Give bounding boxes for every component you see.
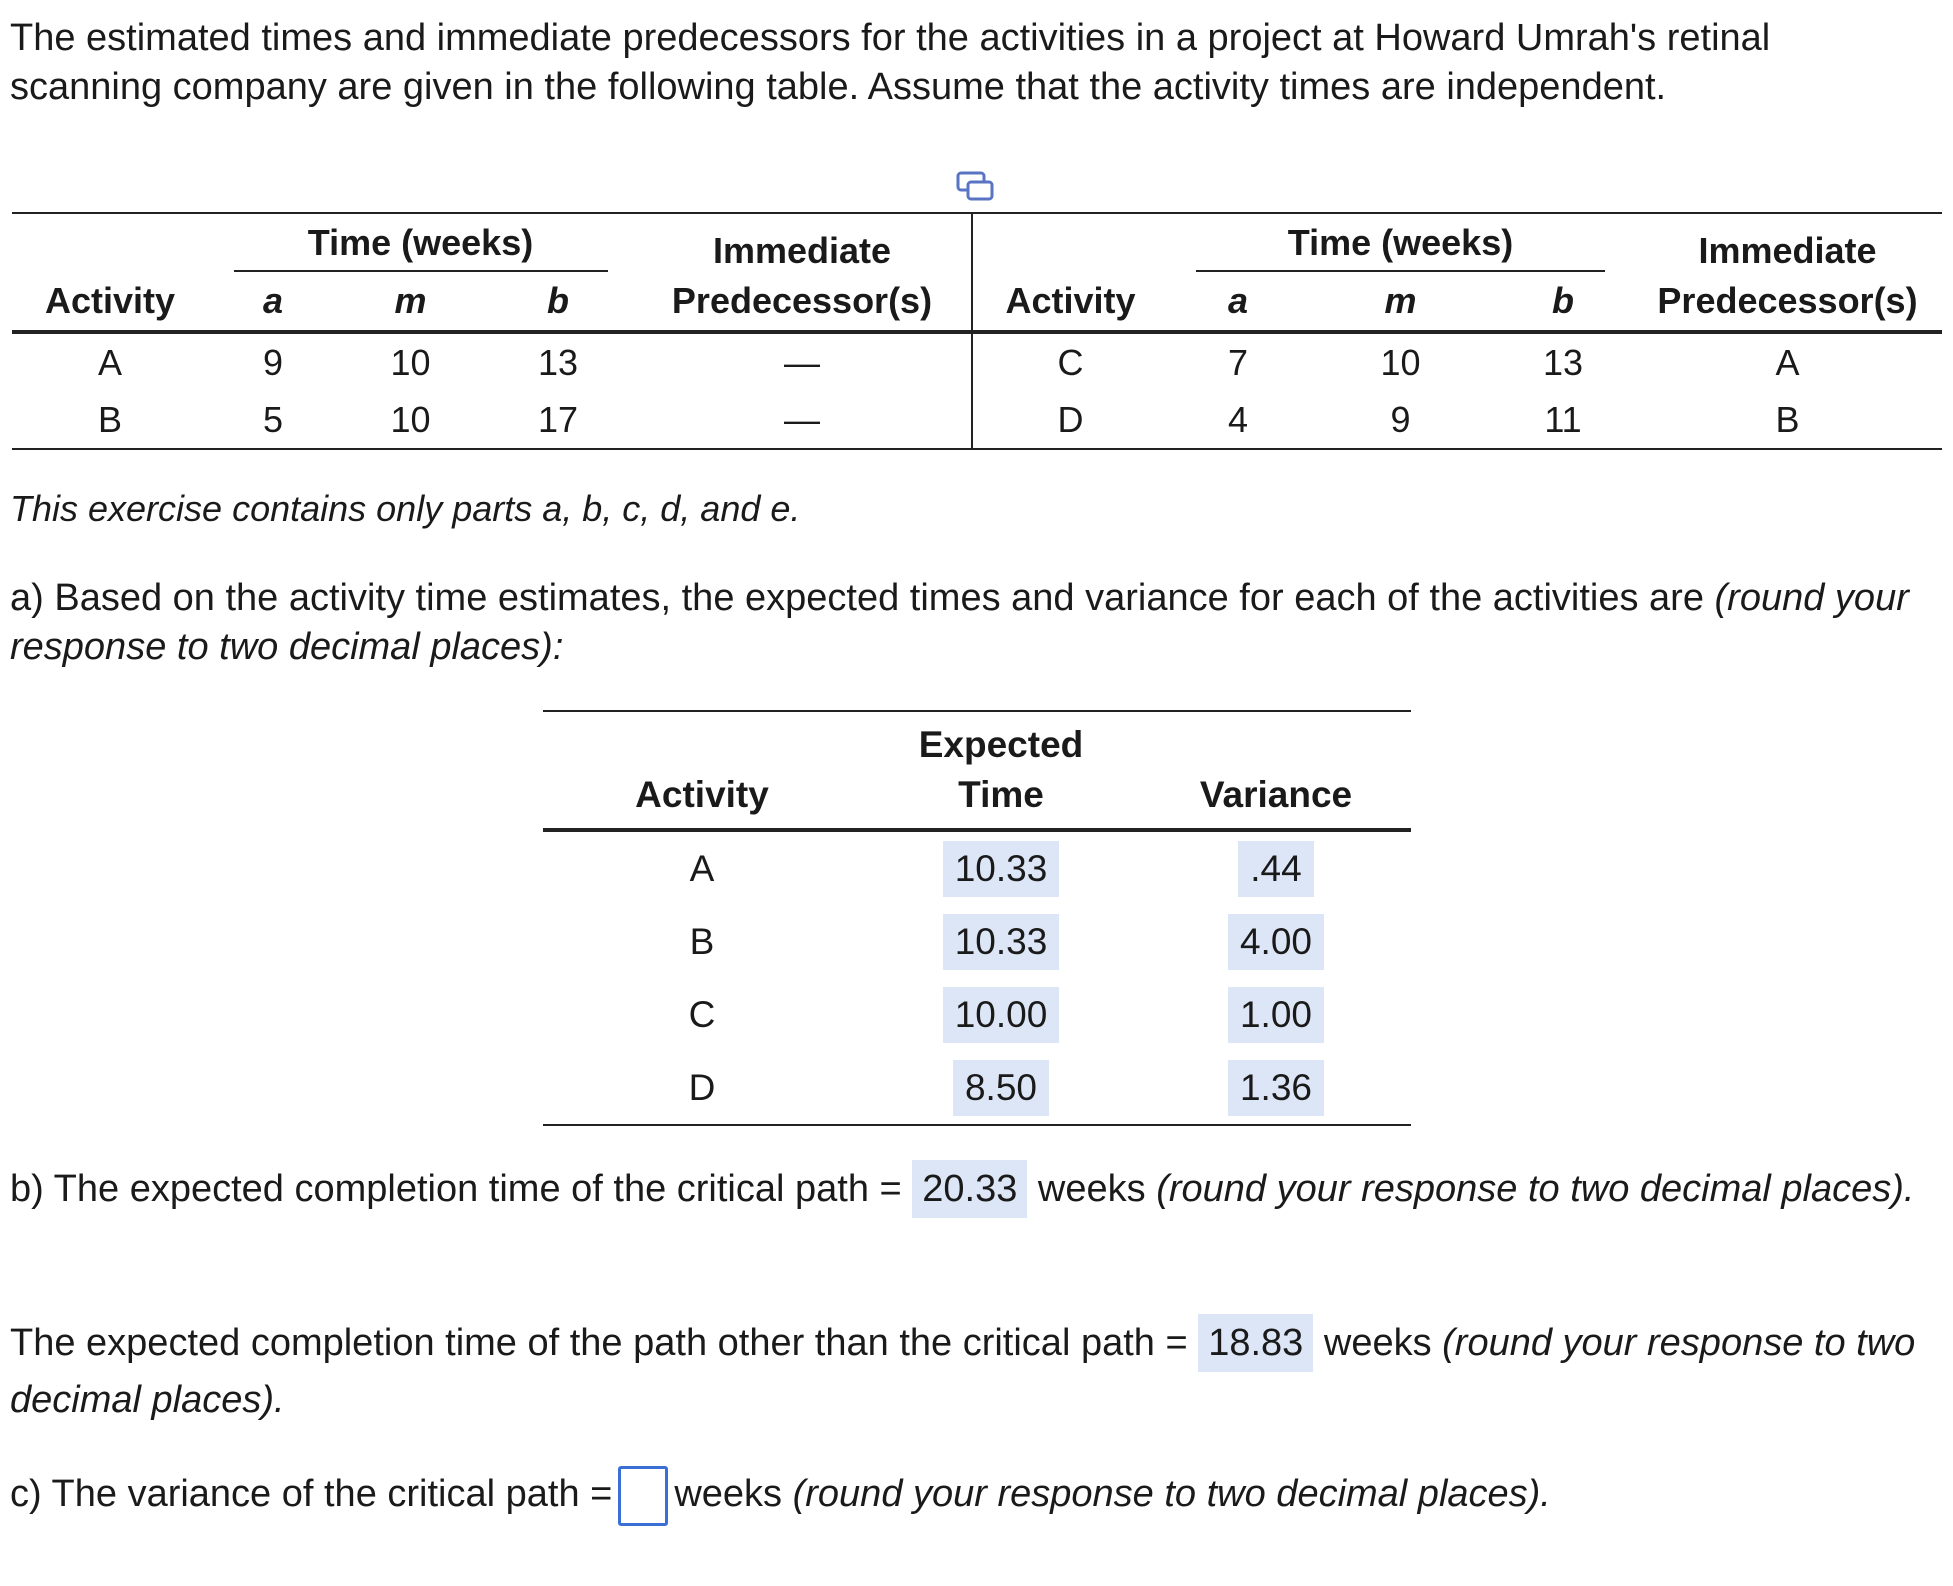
activity-header: Activity [543,711,861,830]
variance-answer[interactable]: 1.00 [1228,987,1324,1043]
pred-header-line1: Immediate [1698,230,1877,271]
b-cell: 13 [1542,341,1584,383]
col-m-header: m [1308,272,1493,332]
other-path-time-answer[interactable]: 18.83 [1198,1314,1313,1372]
activity-cell: C [688,993,716,1035]
exercise-note: This exercise contains only parts a, b, c, d, and e. [10,488,801,529]
pred-cell: — [784,341,820,383]
pred-cell: B [1775,398,1800,440]
expected-time-answer[interactable]: 10.33 [943,914,1060,970]
part-a-text: a) Based on the activity time estimates, the expected times and variance for each of the activities are (round your response to two decimal places): [10,577,1909,668]
expected-time-answer[interactable]: 10.00 [943,987,1060,1043]
variance-header: Variance [1141,711,1411,830]
variance-answer[interactable]: 1.36 [1228,1060,1324,1116]
copy-table-icon[interactable] [955,170,995,204]
expected-time-table [543,710,1411,1126]
expected-time-header: Expected Time [861,711,1141,830]
activity-cell: C [972,332,1168,391]
activity-cell: D [688,1066,716,1108]
activity-cell: B [689,920,715,962]
expected-time-answer[interactable]: 10.33 [943,841,1060,897]
pred-header-line1: Immediate [712,230,892,271]
activity-cell: D [972,391,1168,449]
m-cell: 10 [390,341,431,383]
part-b-text: b) The expected completion time of the critical path = 20.33 weeks (round your response to two decimal places). [10,1160,1940,1218]
a-cell: 7 [1227,341,1249,383]
b-cell: 17 [537,398,579,440]
pred-header-line2: Predecessor(s) [1633,272,1942,332]
table-row [543,905,1411,978]
time-weeks-header: Time (weeks) [1168,213,1633,272]
m-cell: 10 [390,398,431,440]
activity-header: Activity [12,272,208,332]
col-a-header: a [1168,272,1308,332]
pred-cell: A [1775,341,1800,383]
activity-cell: B [97,398,122,440]
table-row [12,332,1942,391]
m-cell: 10 [1380,341,1421,383]
activity-cell: A [97,341,122,383]
critical-path-time-answer[interactable]: 20.33 [912,1160,1027,1218]
activity-cell: A [689,847,715,889]
a-cell: 9 [262,341,284,383]
variance-answer[interactable]: 4.00 [1228,914,1324,970]
other-path-text: The expected completion time of the path other than the critical path = 18.83 weeks (round your response to two decimal places). [10,1314,1940,1429]
pred-cell: — [784,398,820,440]
col-b-header: b [1493,272,1633,332]
pred-header-line2: Predecessor(s) [633,272,972,332]
m-cell: 9 [1390,398,1411,440]
time-weeks-header: Time (weeks) [208,213,633,272]
activity-table [12,212,1942,450]
expected-time-answer[interactable]: 8.50 [953,1060,1049,1116]
table-row [12,391,1942,449]
col-a-header: a [208,272,338,332]
critical-path-variance-input[interactable] [618,1466,668,1526]
a-cell: 5 [262,398,284,440]
part-c-text: c) The variance of the critical path = weeks (round your response to two decimal places). [10,1466,1940,1526]
b-cell: 13 [537,341,579,383]
a-cell: 4 [1227,398,1249,440]
col-m-header: m [338,272,483,332]
col-b-header: b [483,272,633,332]
table-row [543,1051,1411,1125]
table-row [543,830,1411,905]
variance-answer[interactable]: .44 [1238,841,1313,897]
table-row [543,978,1411,1051]
intro-text: The estimated times and immediate predecessors for the activities in a project at Howard Umrah's retinal scanning company are given in the following table. Assume that the activity times are independent. [10,17,1771,108]
activity-header: Activity [972,272,1168,332]
b-cell: 11 [1544,398,1582,440]
